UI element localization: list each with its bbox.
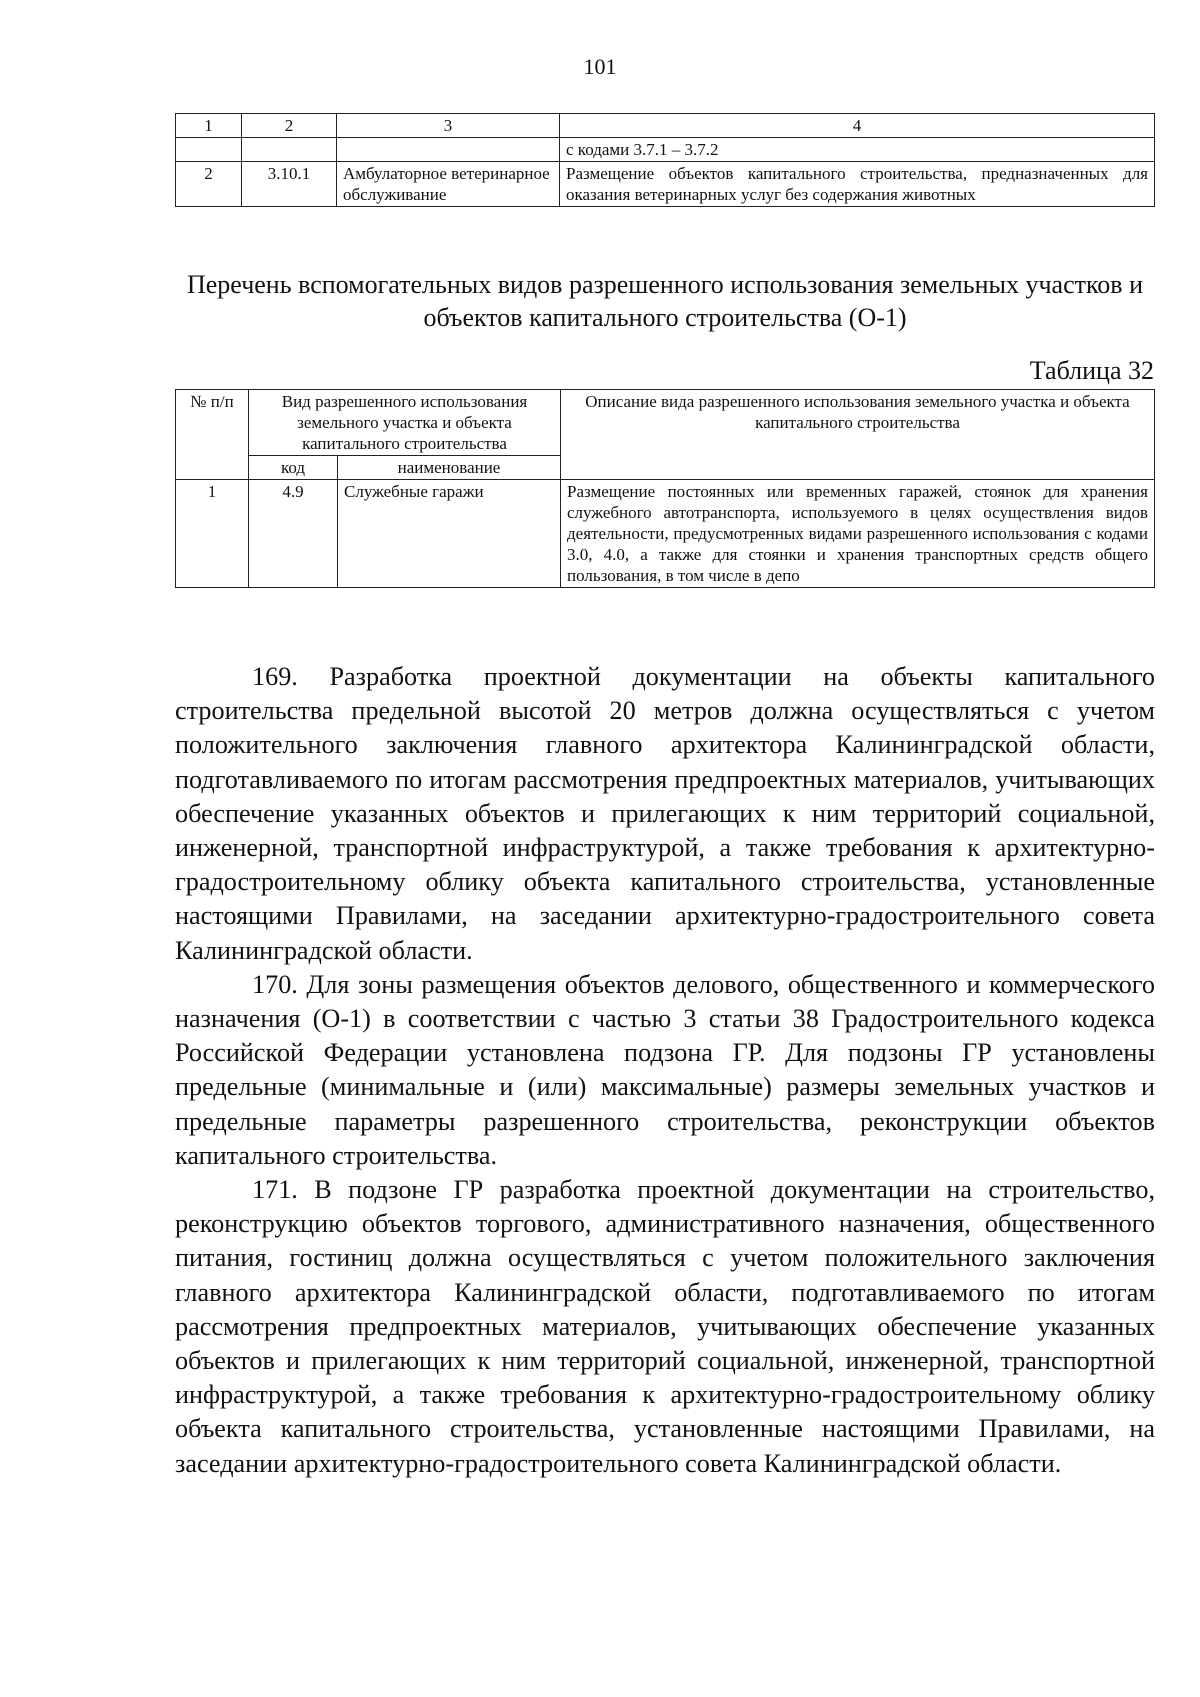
header-use-type: Вид разрешенного использования земельного участка и объекта капитального строительства: [249, 390, 561, 456]
description-cell: Размещение постоянных или временных гаражей, стоянок для хранения служебного автотранспорта, используемого в целях осуществления видов деятельности, предусмотренных видами разрешенного использования с кодами 3.0, 4.0, а также для стоянки и хранения транспортных средств общего пользования, в том числе в депо: [561, 480, 1155, 588]
table-row: [176, 162, 1155, 207]
table-header-row: [176, 390, 1155, 456]
header-code: код: [249, 456, 338, 480]
header-cell: 4: [560, 114, 1155, 138]
table-cell: с кодами 3.7.1 – 3.7.2: [560, 138, 1155, 162]
header-cell: 3: [337, 114, 560, 138]
name-cell: Амбулаторное ветеринарное обслуживание: [337, 162, 560, 207]
header-name: наименование: [338, 456, 561, 480]
code-cell: 3.10.1: [242, 162, 337, 207]
table-header-row: [176, 114, 1155, 138]
header-description: Описание вида разрешенного использования земельного участка и объекта капитального строительства: [561, 390, 1155, 480]
row-number-cell: 1: [176, 480, 249, 588]
table-cell: [242, 138, 337, 162]
paragraph-169: 169. Разработка проектной документации на объекты капитального строительства предельной высотой 20 метров должна осуществляться с учетом положительного заключения главного архитектора Калининградской области, подготавливаемого по итогам рассмотрения предпроектных материалов, учитывающих обеспечение указанных объектов и прилегающих к ним территорий социальной, инженерной, транспортной инфраструктурой, а также требования к архитектурно-градостроительному облику объекта капитального строительства, установленные настоящими Правилами, на заседании архитектурно-градостроительного совета Калининградской области.: [175, 662, 1155, 965]
table-row: [176, 480, 1155, 588]
auxiliary-uses-table: [175, 389, 1155, 588]
body-text: [175, 660, 1155, 1481]
code-cell: 4.9: [249, 480, 338, 588]
header-cell: 2: [242, 114, 337, 138]
table-row: [176, 138, 1155, 162]
paragraph-170: 170. Для зоны размещения объектов делового, общественного и коммерческого назначения (О-1) в соответствии с частью 3 статьи 38 Градостроительного кодекса Российской Федерации установлена подзона ГР. Для подзоны ГР установлены предельные (минимальные и (или) максимальные) размеры земельных участков и предельные параметры разрешенного строительства, реконструкции объектов капитального строительства.: [175, 969, 1155, 1170]
header-number: № п/п: [176, 390, 249, 480]
table-cell: [176, 138, 242, 162]
section-heading: Перечень вспомогательных видов разрешенного использования земельных участков и объектов капитального строительства (О-1): [186, 270, 1143, 332]
description-cell: Размещение объектов капитального строительства, предназначенных для оказания ветеринарных услуг без содержания животных: [560, 162, 1155, 207]
table-caption: Таблица 32: [1029, 356, 1154, 385]
header-cell: 1: [176, 114, 242, 138]
name-cell: Служебные гаражи: [338, 480, 561, 588]
page-number: 101: [583, 54, 617, 79]
paragraph-171: 171. В подзоне ГР разработка проектной документации на строительство, реконструкцию объектов торгового, административного назначения, общественного питания, гостиниц должна осуществляться с учетом положительного заключения главного архитектора Калининградской области, подготавливаемого по итогам рассмотрения предпроектных материалов, учитывающих обеспечение указанных объектов и прилегающих к ним территорий социальной, инженерной, транспортной инфраструктурой, а также требования к архитектурно-градостроительному облику объекта капитального строительства, установленные настоящими Правилами, на заседании архитектурно-градостроительного совета Калининградской области.: [175, 1175, 1155, 1478]
row-number-cell: 2: [176, 162, 242, 207]
continuation-table: [175, 113, 1155, 207]
table-cell: [337, 138, 560, 162]
